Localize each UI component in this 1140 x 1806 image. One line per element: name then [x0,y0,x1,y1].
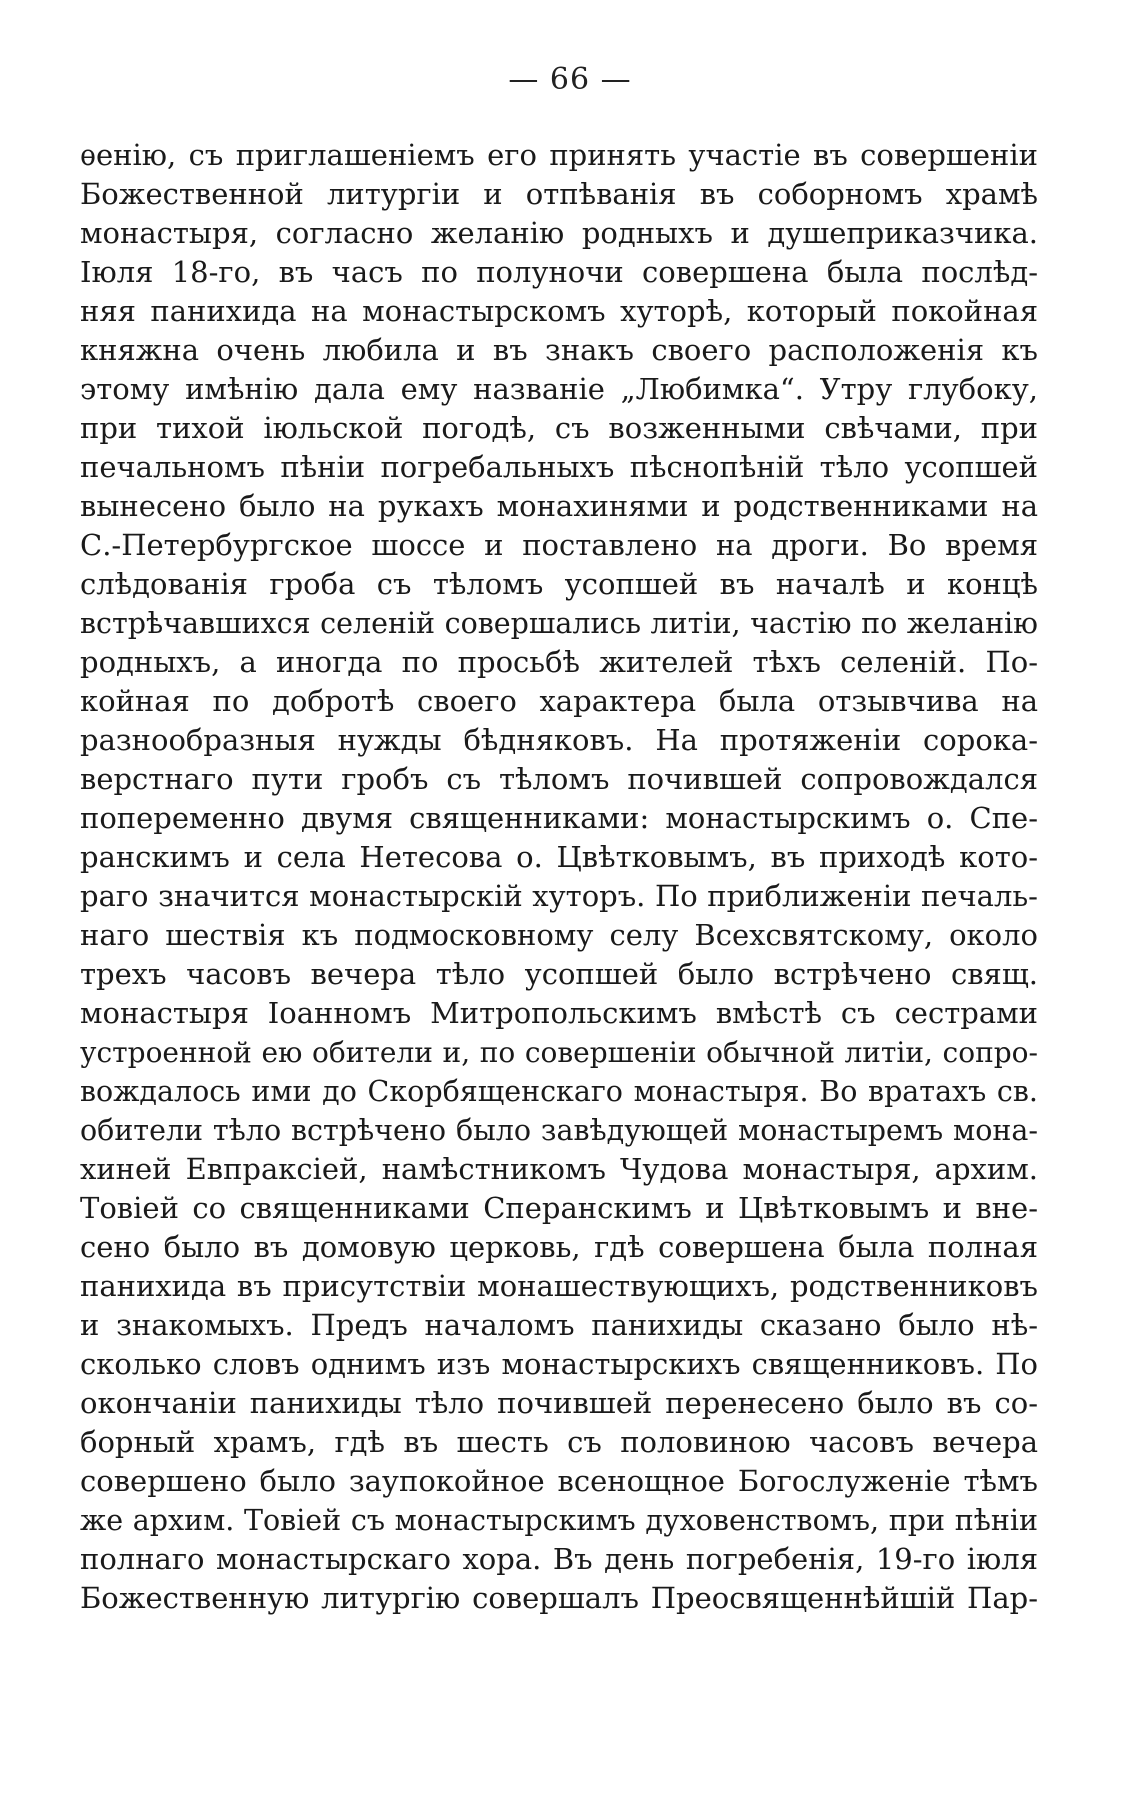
text-line: С.-Петербургское шоссе и поставлено на дроги. Во время [80,528,1038,562]
text-line: Товіей со священниками Сперанскимъ и Цвѣтковымъ и вне- [80,1191,1038,1225]
text-line: хиней Евпраксіей, намѣстникомъ Чудова монастыря, архим. [80,1152,1038,1186]
text-line: вынесено было на рукахъ монахинями и родственниками на [80,489,1038,523]
text-line: окончаніи панихиды тѣло почившей перенесено было въ со- [80,1386,1038,1420]
text-line: попеременно двумя священниками: монастырскимъ о. Спе- [80,801,1038,835]
text-line: печальномъ пѣніи погребальныхъ пѣснопѣній тѣло усопшей [80,450,1038,484]
text-line: монастыря Іоанномъ Митропольскимъ вмѣстѣ съ сестрами [80,996,1038,1030]
text-line: родныхъ, а иногда по просьбѣ жителей тѣхъ селеній. По- [80,645,1038,679]
text-line: ранскимъ и села Нетесова о. Цвѣтковымъ, въ приходѣ кото- [80,840,1038,874]
text-line: сено было въ домовую церковь, гдѣ совершена была полная [80,1230,1038,1264]
text-line: ѳенію, съ приглашеніемъ его принять участіе въ совершеніи [80,138,1038,172]
text-line: панихида въ присутствіи монашествующихъ, родственниковъ [80,1269,1038,1303]
text-line: няя панихида на монастырскомъ хуторѣ, который покойная [80,294,1038,328]
text-line: наго шествія къ подмосковному селу Всехсвятскому, около [80,918,1038,952]
text-line: устроенной ею обители и, по совершеніи обычной литіи, сопро- [80,1036,1038,1069]
text-line: и знакомыхъ. Предъ началомъ панихиды сказано было нѣ- [80,1308,1038,1342]
text-line: верстнаго пути гробъ съ тѣломъ почившей сопровождался [80,762,1038,796]
text-line: совершено было заупокойное всенощное Богослуженіе тѣмъ [80,1464,1038,1498]
text-line: Божественную литургію совершалъ Преосвященнѣйшій Пар- [80,1581,1038,1615]
body-text [80,136,1038,1618]
text-line: трехъ часовъ вечера тѣло усопшей было встрѣчено свящ. [80,957,1038,991]
text-line: слѣдованія гроба съ тѣломъ усопшей въ началѣ и концѣ [80,567,1038,601]
text-line: этому имѣнію дала ему названіе „Любимка“. Утру глубоку, [80,372,1038,406]
page-number: — 66 — [508,62,632,97]
text-line: же архим. Товіей съ монастырскимъ духовенствомъ, при пѣніи [80,1504,1038,1537]
text-line: монастыря, согласно желанію родныхъ и душеприказчика. [80,216,1038,250]
text-line: встрѣчавшихся селеній совершались литіи, частію по желанію [80,607,1038,640]
text-line: койная по добротѣ своего характера была отзывчива на [80,684,1038,718]
text-line: Іюля 18-го, въ часъ по полуночи совершена была послѣд- [80,255,1038,289]
text-line: раго значится монастырскій хуторъ. По приближеніи печаль- [80,879,1038,913]
text-line: сколько словъ однимъ изъ монастырскихъ священниковъ. По [80,1347,1038,1381]
text-line: борный храмъ, гдѣ въ шесть съ половиною часовъ вечера [80,1425,1038,1459]
text-line: полнаго монастырскаго хора. Въ день погребенія, 19-го іюля [80,1542,1038,1576]
text-line: вождалось ими до Скорбященскаго монастыря. Во вратахъ св. [80,1075,1038,1108]
text-line: разнообразныя нужды бѣдняковъ. На протяженіи сорока- [80,723,1038,757]
text-line: княжна очень любила и въ знакъ своего расположенія къ [80,333,1038,367]
text-line: при тихой іюльской погодѣ, съ возженными свѣчами, при [80,411,1038,445]
text-line: Божественной литургіи и отпѣванія въ соборномъ храмѣ [80,177,1038,211]
text-line: обители тѣло встрѣчено было завѣдующей монастыремъ мона- [80,1114,1038,1147]
